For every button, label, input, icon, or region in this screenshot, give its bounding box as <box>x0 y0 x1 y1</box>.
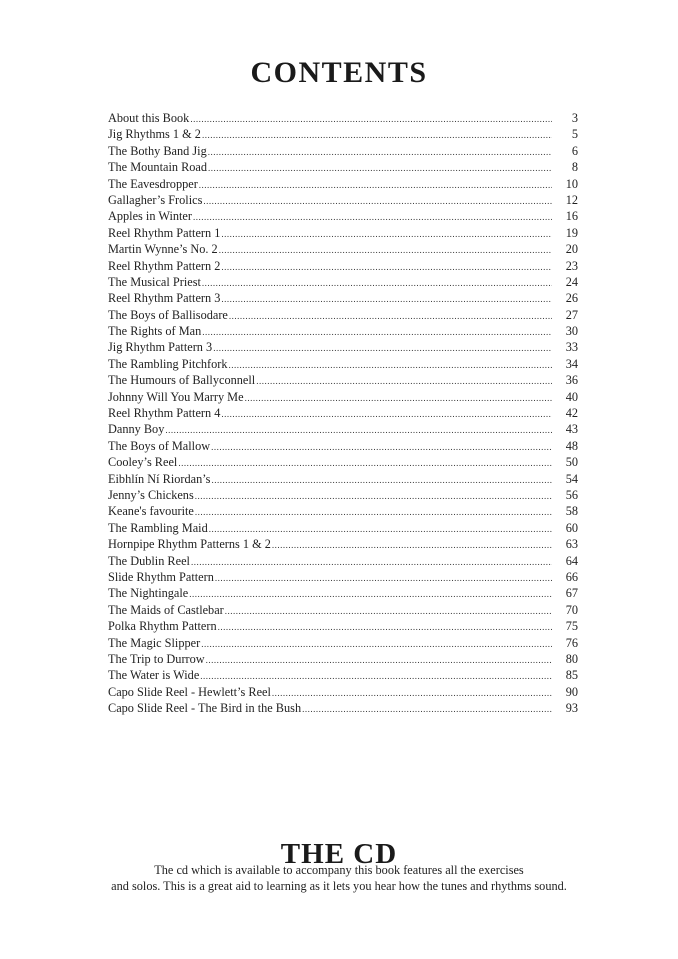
toc-dot-leader <box>191 554 552 569</box>
toc-entry-title: The Maids of Castlebar <box>108 602 224 617</box>
toc-entry <box>108 258 578 274</box>
toc-entry-title: Capo Slide Reel - Hewlett’s Reel <box>108 684 271 699</box>
toc-entry-page: 20 <box>565 242 578 257</box>
toc-entry-page: 33 <box>565 340 578 355</box>
toc-entry-title: Keane's favourite <box>108 504 194 519</box>
toc-entry-title: The Mountain Road <box>108 160 208 175</box>
toc-entry-page: 93 <box>565 701 578 716</box>
toc-entry-page: 76 <box>565 635 578 650</box>
toc-entry-title: About this Book <box>108 111 190 125</box>
toc-entry-title: Hornpipe Rhythm Patterns 1 & 2 <box>108 537 271 552</box>
toc-entry-page: 40 <box>565 389 578 404</box>
toc-dot-leader <box>206 652 552 667</box>
toc-entry-page: 43 <box>565 422 578 437</box>
toc-entry-title: The Rambling Maid <box>108 520 208 535</box>
toc-dot-leader <box>203 193 552 208</box>
toc-dot-leader <box>190 111 552 126</box>
toc-entry-title: Martin Wynne’s No. 2 <box>108 242 218 257</box>
toc-dot-leader <box>229 308 552 323</box>
toc-entry <box>108 553 578 569</box>
toc-dot-leader <box>272 685 552 700</box>
toc-entry-page: 16 <box>565 209 578 224</box>
toc-dot-leader <box>202 127 552 142</box>
toc-entry <box>108 618 578 634</box>
toc-entry-title: The Rambling Pitchfork <box>108 356 228 371</box>
toc-dot-leader <box>221 226 552 241</box>
toc-entry <box>108 438 578 454</box>
toc-entry <box>108 274 578 290</box>
toc-dot-leader <box>218 619 552 634</box>
toc-entry-title: Jenny’s Chickens <box>108 487 194 502</box>
toc-entry <box>108 323 578 339</box>
toc-entry <box>108 602 578 618</box>
toc-entry-page: 67 <box>565 586 578 601</box>
toc-entry-page: 54 <box>565 471 578 486</box>
toc-entry-page: 19 <box>565 225 578 240</box>
toc-entry <box>108 307 578 323</box>
toc-entry-page: 80 <box>565 651 578 666</box>
toc-entry-title: Apples in Winter <box>108 209 192 224</box>
toc-dot-leader <box>195 488 552 503</box>
toc-entry-title: Cooley’s Reel <box>108 455 178 470</box>
toc-entry-page: 75 <box>565 619 578 634</box>
toc-entry <box>108 700 578 716</box>
toc-entry-title: Jig Rhythms 1 & 2 <box>108 127 201 142</box>
toc-dot-leader <box>256 373 552 388</box>
toc-dot-leader <box>200 668 552 683</box>
toc-entry-page: 58 <box>565 504 578 519</box>
toc-dot-leader <box>208 160 552 175</box>
toc-entry <box>108 536 578 552</box>
toc-dot-leader <box>219 242 552 257</box>
toc-entry-title: Gallagher’s Frolics <box>108 192 203 207</box>
toc-entry <box>108 421 578 437</box>
toc-entry <box>108 192 578 208</box>
toc-entry <box>108 389 578 405</box>
toc-entry-page: 5 <box>571 127 578 142</box>
toc-dot-leader <box>199 177 552 192</box>
toc-entry <box>108 356 578 372</box>
toc-entry-title: The Rights of Man <box>108 324 202 339</box>
toc-entry-page: 26 <box>565 291 578 306</box>
toc-entry-title: Johnny Will You Marry Me <box>108 389 244 404</box>
toc-dot-leader <box>221 259 552 274</box>
toc-dot-leader <box>213 340 552 355</box>
toc-entry <box>108 126 578 142</box>
toc-entry-page: 56 <box>565 487 578 502</box>
toc-dot-leader <box>201 636 552 651</box>
toc-entry <box>108 651 578 667</box>
toc-entry-page: 34 <box>565 356 578 371</box>
toc-entry-title: The Boys of Ballisodare <box>108 307 228 322</box>
toc-entry-title: The Dublin Reel <box>108 553 190 568</box>
toc-entry-title: Slide Rhythm Pattern <box>108 569 214 584</box>
toc-entry-title: Capo Slide Reel - The Bird in the Bush <box>108 701 302 716</box>
toc-entry <box>108 110 578 126</box>
toc-entry-page: 8 <box>571 160 578 175</box>
cd-description-line-1: The cd which is available to accompany this book features all the exercises <box>154 863 524 878</box>
toc-entry <box>108 684 578 700</box>
toc-entry <box>108 143 578 159</box>
toc-dot-leader <box>193 209 552 224</box>
toc-entry-page: 10 <box>565 176 578 191</box>
toc-dot-leader <box>272 537 552 552</box>
toc-dot-leader <box>195 504 552 519</box>
toc-entry <box>108 471 578 487</box>
toc-dot-leader <box>165 422 552 437</box>
toc-dot-leader <box>208 144 552 159</box>
toc-entry <box>108 667 578 683</box>
toc-entry-page: 63 <box>565 537 578 552</box>
toc-entry-page: 3 <box>571 111 578 125</box>
toc-dot-leader <box>202 275 552 290</box>
toc-entry-title: Danny Boy <box>108 422 165 437</box>
toc-entry-title: The Bothy Band Jig <box>108 143 207 158</box>
cd-heading: THE CD <box>280 838 398 871</box>
cd-description-line-2: and solos. This is a great aid to learning as it lets you hear how the tunes and rhythms sound. <box>111 879 567 894</box>
toc-entry-page: 50 <box>565 455 578 470</box>
toc-dot-leader <box>215 570 552 585</box>
toc-entry-page: 24 <box>565 274 578 289</box>
toc-entry-title: The Trip to Durrow <box>108 651 205 666</box>
toc-entry-page: 23 <box>565 258 578 273</box>
toc-entry <box>108 454 578 470</box>
toc-entry-title: Reel Rhythm Pattern 4 <box>108 406 221 421</box>
toc-entry-title: The Magic Slipper <box>108 635 201 650</box>
toc-entry <box>108 569 578 585</box>
toc-dot-leader <box>209 521 552 536</box>
toc-entry <box>108 372 578 388</box>
toc-entry-title: Polka Rhythm Pattern <box>108 619 217 634</box>
toc-dot-leader <box>225 603 552 618</box>
toc-entry-title: Reel Rhythm Pattern 1 <box>108 225 221 240</box>
toc-entry <box>108 176 578 192</box>
toc-entry <box>108 159 578 175</box>
toc-entry <box>108 635 578 651</box>
table-of-contents <box>108 110 578 716</box>
toc-entry-page: 70 <box>565 602 578 617</box>
toc-dot-leader <box>202 324 552 339</box>
toc-dot-leader <box>302 701 552 716</box>
toc-dot-leader <box>211 472 552 487</box>
toc-entry-title: The Boys of Mallow <box>108 438 211 453</box>
toc-entry-title: The Water is Wide <box>108 668 200 683</box>
toc-entry-title: The Musical Priest <box>108 274 201 289</box>
toc-dot-leader <box>229 357 552 372</box>
toc-entry <box>108 405 578 421</box>
toc-dot-leader <box>211 439 552 454</box>
toc-entry-page: 64 <box>565 553 578 568</box>
toc-entry-page: 42 <box>565 406 578 421</box>
toc-entry-title: Reel Rhythm Pattern 2 <box>108 258 221 273</box>
toc-entry-title: Eibhlín Ní Riordan’s <box>108 471 211 486</box>
toc-entry-title: Jig Rhythm Pattern 3 <box>108 340 213 355</box>
toc-entry-title: The Humours of Ballyconnell <box>108 373 256 388</box>
toc-entry <box>108 503 578 519</box>
toc-dot-leader <box>189 586 552 601</box>
toc-entry <box>108 290 578 306</box>
toc-entry-page: 85 <box>565 668 578 683</box>
toc-dot-leader <box>245 390 552 405</box>
toc-entry-page: 48 <box>565 438 578 453</box>
toc-entry-page: 66 <box>565 569 578 584</box>
toc-entry <box>108 520 578 536</box>
toc-entry-page: 6 <box>571 143 578 158</box>
toc-entry-title: The Eavesdropper <box>108 176 198 191</box>
contents-heading: CONTENTS <box>250 56 428 90</box>
toc-entry <box>108 208 578 224</box>
toc-entry <box>108 585 578 601</box>
toc-entry-page: 36 <box>565 373 578 388</box>
toc-entry <box>108 241 578 257</box>
toc-entry-page: 60 <box>565 520 578 535</box>
toc-entry <box>108 487 578 503</box>
cd-description <box>0 862 678 894</box>
toc-dot-leader <box>221 406 552 421</box>
toc-entry-title: The Nightingale <box>108 586 189 601</box>
toc-dot-leader <box>178 455 552 470</box>
toc-entry-page: 27 <box>565 307 578 322</box>
toc-entry-page: 12 <box>565 192 578 207</box>
toc-entry-page: 30 <box>565 324 578 339</box>
toc-entry-title: Reel Rhythm Pattern 3 <box>108 291 221 306</box>
toc-entry <box>108 225 578 241</box>
toc-entry-page: 90 <box>565 684 578 699</box>
toc-entry <box>108 339 578 355</box>
toc-dot-leader <box>221 291 552 306</box>
